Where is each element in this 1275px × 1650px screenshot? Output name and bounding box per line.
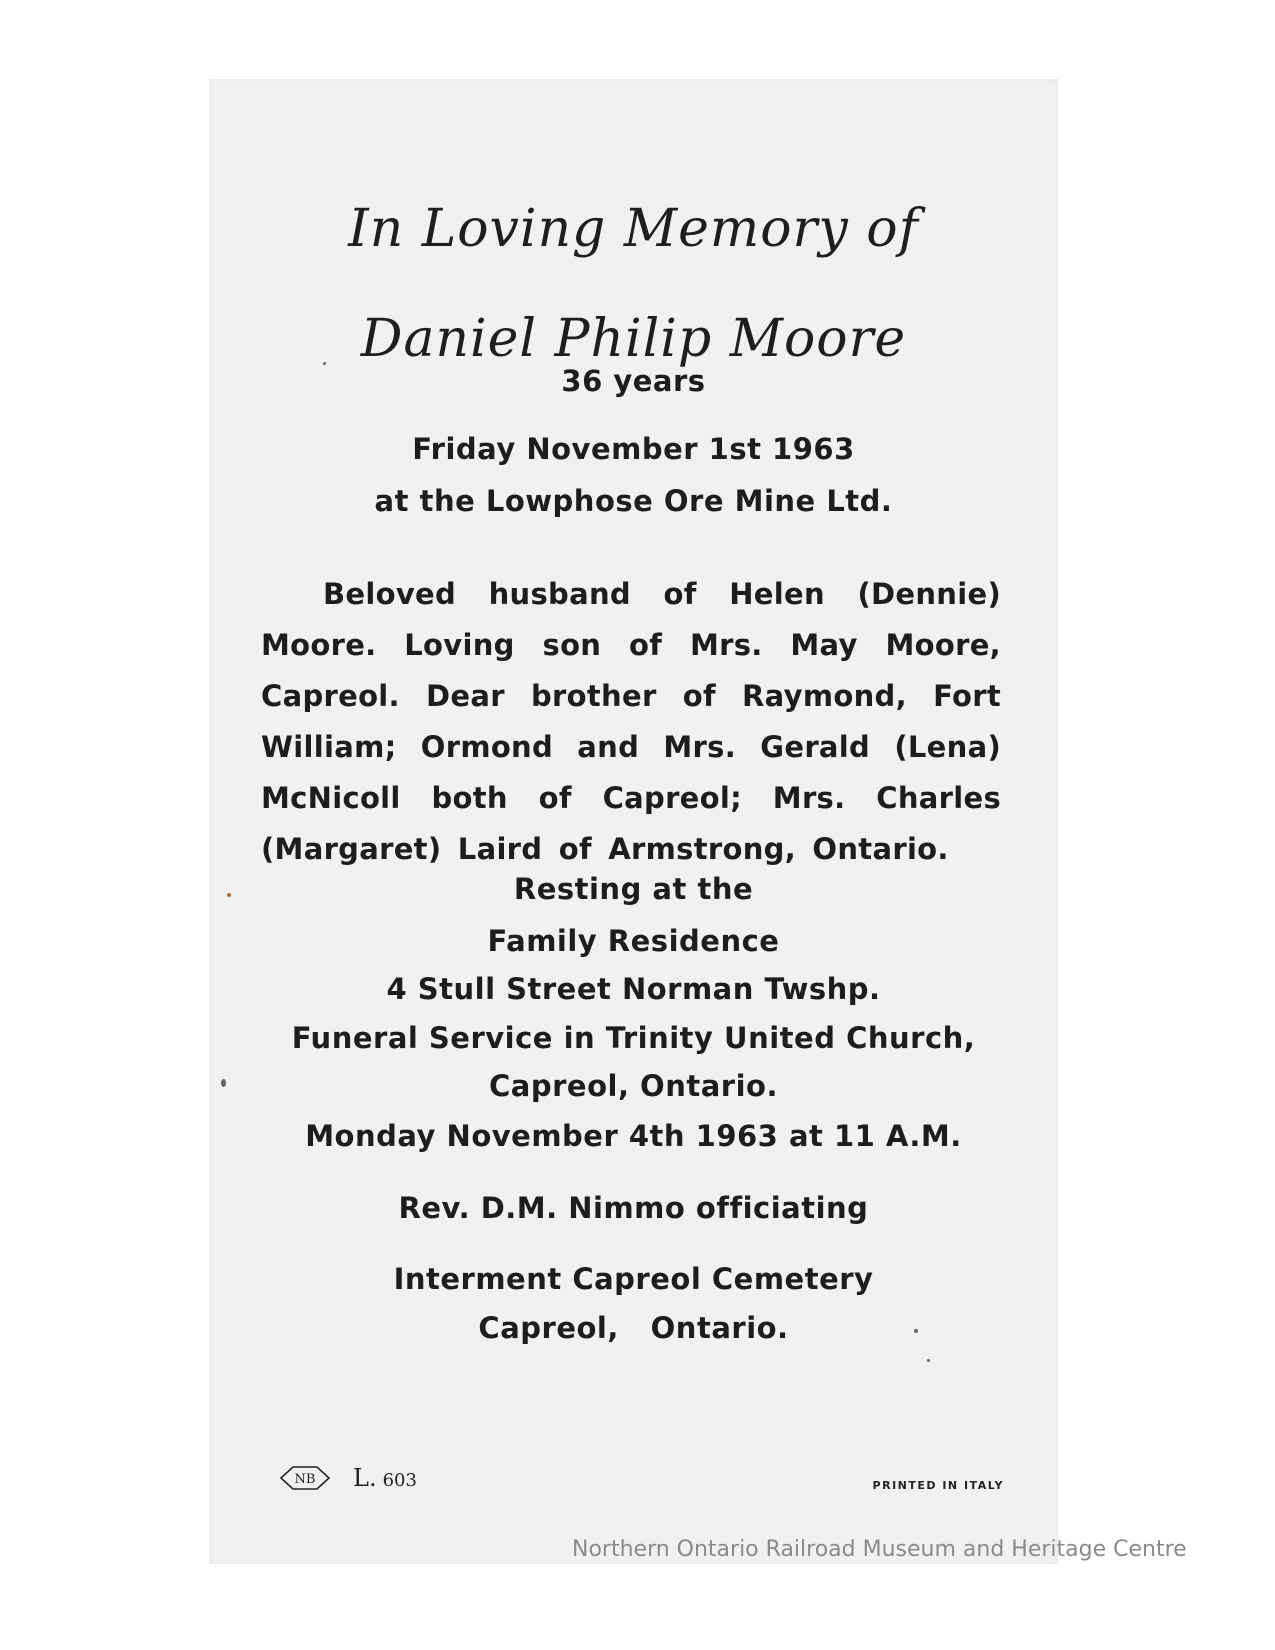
officiant: Rev. D.M. Nimmo officiating <box>398 1191 869 1225</box>
service-datetime: Monday November 4th 1963 at 11 A.M. <box>305 1119 962 1153</box>
age: 36 years <box>561 364 706 398</box>
printer-code <box>353 1464 417 1492</box>
resting-line1: Resting at the <box>513 872 754 906</box>
printer-number: 603 <box>382 1470 417 1491</box>
printer-code-letter: L. <box>353 1464 377 1492</box>
card-title-line1: In Loving Memory of <box>348 199 919 259</box>
printed-in-italy: PRINTED IN ITALY <box>872 1479 1004 1492</box>
paper-speck <box>323 362 326 365</box>
paper-speck <box>227 893 231 897</box>
resting-line2: Family Residence <box>487 924 780 958</box>
paper-speck <box>221 1079 226 1087</box>
service-line1: Funeral Service in Trinity United Church, <box>291 1021 976 1055</box>
paper-speck <box>927 1359 930 1362</box>
date-of-death: Friday November 1st 1963 <box>412 432 855 466</box>
nb-logo-icon <box>279 1464 331 1492</box>
place-of-death: at the Lowphose Ore Mine Ltd. <box>374 484 893 518</box>
family-paragraph-text: Beloved husband of Helen (Dennie) Moore. Loving son of Mrs. May Moore, Capreol. Dear brother of Raymond, Fort William; Ormond and Mrs. Gerald (Lena) McNicoll both of Capreol; Mrs. Charles (Margaret) Laird of Armstrong, Ontario. <box>261 577 1001 866</box>
footer-credit: Northern Ontario Railroad Museum and Heritage Centre <box>572 1537 1187 1562</box>
memorial-card <box>209 79 1058 1564</box>
paper-speck <box>914 1329 918 1333</box>
interment-line2: Capreol, Ontario. <box>478 1311 789 1345</box>
family-paragraph <box>261 569 1001 875</box>
nb-logo-text: NB <box>294 1472 316 1487</box>
deceased-name: Daniel Philip Moore <box>360 309 907 369</box>
address: 4 Stull Street Norman Twshp. <box>386 972 881 1006</box>
interment-line1: Interment Capreol Cemetery <box>393 1262 874 1296</box>
printer-mark <box>279 1464 417 1492</box>
service-line2: Capreol, Ontario. <box>489 1069 778 1103</box>
